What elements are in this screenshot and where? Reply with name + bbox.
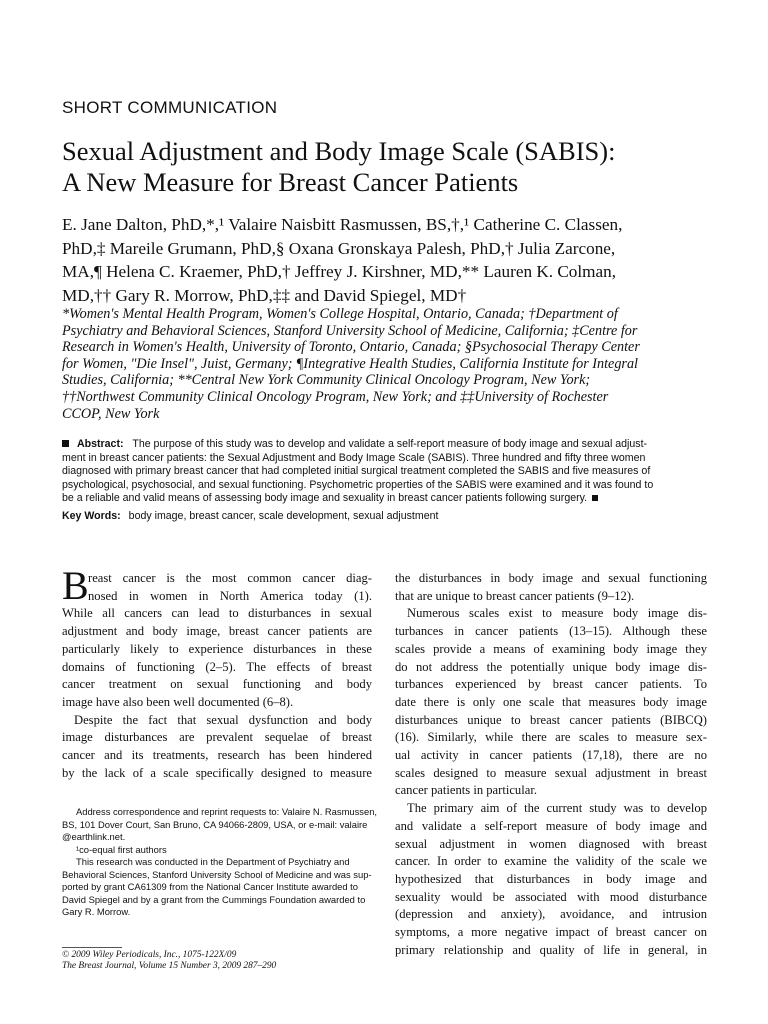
abstract [62,438,717,506]
author-line: PhD,‡ Mareile Grumann, PhD,§ Oxana Gronskaya Palesh, PhD,† Julia Zarcone, [62,238,616,258]
square-bullet-icon [62,440,69,447]
footnote-line: ported by grant CA61309 from the National Cancer Institute awarded to [62,881,359,892]
body-line: particularly likely to experience disturbances in these [62,641,372,656]
author-line: MD,†† Gary R. Morrow, PhD,‡‡ and David Spiegel, MD† [62,285,467,305]
body-line: cancer patients in particular. [395,783,537,798]
footnote-line: Gary R. Morrow. [62,906,131,917]
body-line: hypothesized that disturbances in body image and [395,871,707,886]
title-line: Sexual Adjustment and Body Image Scale (SABIS): [62,136,616,166]
footnote-divider [62,947,122,948]
body-line: scales provide a means of examining body image they [395,641,707,656]
body-line: cancer. In order to examine the validity of the scale we [395,854,707,869]
affiliation-line: Research in Women's Health, University of Toronto, Ontario, Canada; §Psychosocial Therapy Center [62,339,640,356]
abstract-text: The purpose of this study was to develop and validate a self-report measure of body image and sexual adjust- [132,438,648,450]
body-line: turbances experienced by breast cancer patients. To [395,677,707,692]
body-line: scales designed to measure sexual adjustment in breast [395,765,707,780]
body-column-right [395,570,707,959]
abstract-line: diagnosed with primary breast cancer that had completed initial surgical treatment completed the SABIS and five measures of [62,465,651,478]
body-line: While all cancers can lead to disturbances in sexual [62,606,372,621]
affiliation-line: for Women, "Die Insel", Juist, Germany; ¶Integrative Health Studies, California Institute for Integral [62,355,638,372]
author-line: E. Jane Dalton, PhD,*,¹ Valaire Naisbitt Rasmussen, BS,†,¹ Catherine C. Classen, [62,215,623,234]
body-line: do not address the potentially unique body image dis- [395,659,707,674]
abstract-text: be a reliable and valid means of assessing body image and sexuality in breast cancer patients following surgery. [62,492,588,505]
article-title [62,136,712,198]
footnote-line: David Spiegel and by a grant from the Cummings Foundation awarded to [62,893,366,905]
body-line: turbances in cancer patients (13–15). Although these [395,624,707,639]
body-line: adjustment and body image, breast cancer patients are [62,624,372,639]
body-line: disturbances unique to breast cancer patients (BIBCQ) [395,712,707,727]
affiliation-line: ††Northwest Community Clinical Oncology Program, New York; and ‡‡University of Rochester [62,388,609,405]
keywords-label: Key Words: [62,510,121,522]
affiliations [62,306,712,422]
abstract-line-first [62,438,717,452]
body-line: domains of functioning (2–5). The effects of breast [62,659,372,674]
journal-citation [62,950,382,972]
keywords-text: body image, breast cancer, scale development, sexual adjustment [128,510,439,522]
body-column-left [62,570,372,782]
body-line: sexuality would be associated with mood disturbance [395,889,707,904]
abstract-line: ment in breast cancer patients: the Sexual Adjustment and Body Image Scale (SABIS). Three hundred and fifty three women [62,451,646,464]
author-list [62,213,722,307]
square-end-icon [592,495,598,501]
abstract-line: psychological, psychosocial, and sexual functioning. Psychometric properties of the SABIS were examined and it was found to [62,478,654,491]
body-line: (depression and anxiety), avoidance, and intrusion [395,907,707,922]
footnote-line: This research was conducted in the Department of Psychiatry and [76,856,350,867]
body-line: nosed in women in North America today (1). [88,588,372,603]
body-line: symptoms, a more negative impact of breast cancer on [395,925,707,940]
footnote-line: BS, 101 Dover Court, San Bruno, CA 94066-2809, USA, or e-mail: valaire [62,818,368,830]
body-line: (16). Similarly, while there are scales to measure sex- [395,730,707,745]
title-line: A New Measure for Breast Cancer Patients [62,167,519,197]
drop-cap: B [62,563,89,608]
affiliation-line: CCOP, New York [62,405,160,422]
body-line: cancer and its treatments, research has been hindered [62,748,372,763]
footnote-line: @earthlink.net. [62,831,126,842]
body-line: Numerous scales exist to measure body image dis- [407,606,707,621]
section-label: SHORT COMMUNICATION [62,98,278,117]
abstract-line-last [62,492,717,506]
body-line: The primary aim of the current study was to develop [407,801,707,816]
abstract-label: Abstract: [77,438,124,450]
body-line: by the lack of a scale specifically designed to measure [62,765,372,780]
body-line: sexual adjustment in women diagnosed with breast [395,836,707,851]
correspondence-footnote [62,806,378,919]
body-line: date there is only one scale that measures body image [395,694,707,709]
footnote-line: Behavioral Sciences, Stanford University School of Medicine and was sup- [62,868,372,880]
copyright-line: © 2009 Wiley Periodicals, Inc., 1075-122X/09 [62,950,237,960]
body-line: ual activity in cancer patients (17,18), there are no [395,748,707,763]
keywords [62,510,717,524]
body-line: image disturbances are prevalent sequelae of breast [62,730,372,745]
footnote-line: Address correspondence and reprint requests to: Valaire N. Rasmussen, [76,806,378,817]
body-line: the disturbances in body image and sexual functioning [395,571,707,585]
body-line: that are unique to breast cancer patients (9–12). [395,588,635,603]
author-line: MA,¶ Helena C. Kraemer, PhD,† Jeffrey J. Kirshner, MD,** Lauren K. Colman, [62,262,617,281]
body-line: primary relationship and quality of life in general, in [395,942,707,957]
footnote-line: ¹co-equal first authors [76,843,167,855]
affiliation-line: Studies, California; **Central New York Community Clinical Oncology Program, New York; [62,372,591,389]
body-line: and validate a self-report measure of body image and [395,818,707,833]
body-line: cancer treatment on sexual functioning and body [62,677,372,692]
body-line: image have also been well documented (6–8). [62,694,294,709]
body-line: Despite the fact that sexual dysfunction and body [74,712,372,727]
affiliation-line: *Women's Mental Health Program, Women's College Hospital, Ontario, Canada; †Department of [62,306,618,322]
body-line: reast cancer is the most common cancer diag- [88,571,372,585]
affiliation-line: Psychiatry and Behavioral Sciences, Stanford University School of Medicine, California; ‡Centre for [62,322,638,339]
journal-line: The Breast Journal, Volume 15 Number 3, 2009 287–290 [62,961,277,971]
